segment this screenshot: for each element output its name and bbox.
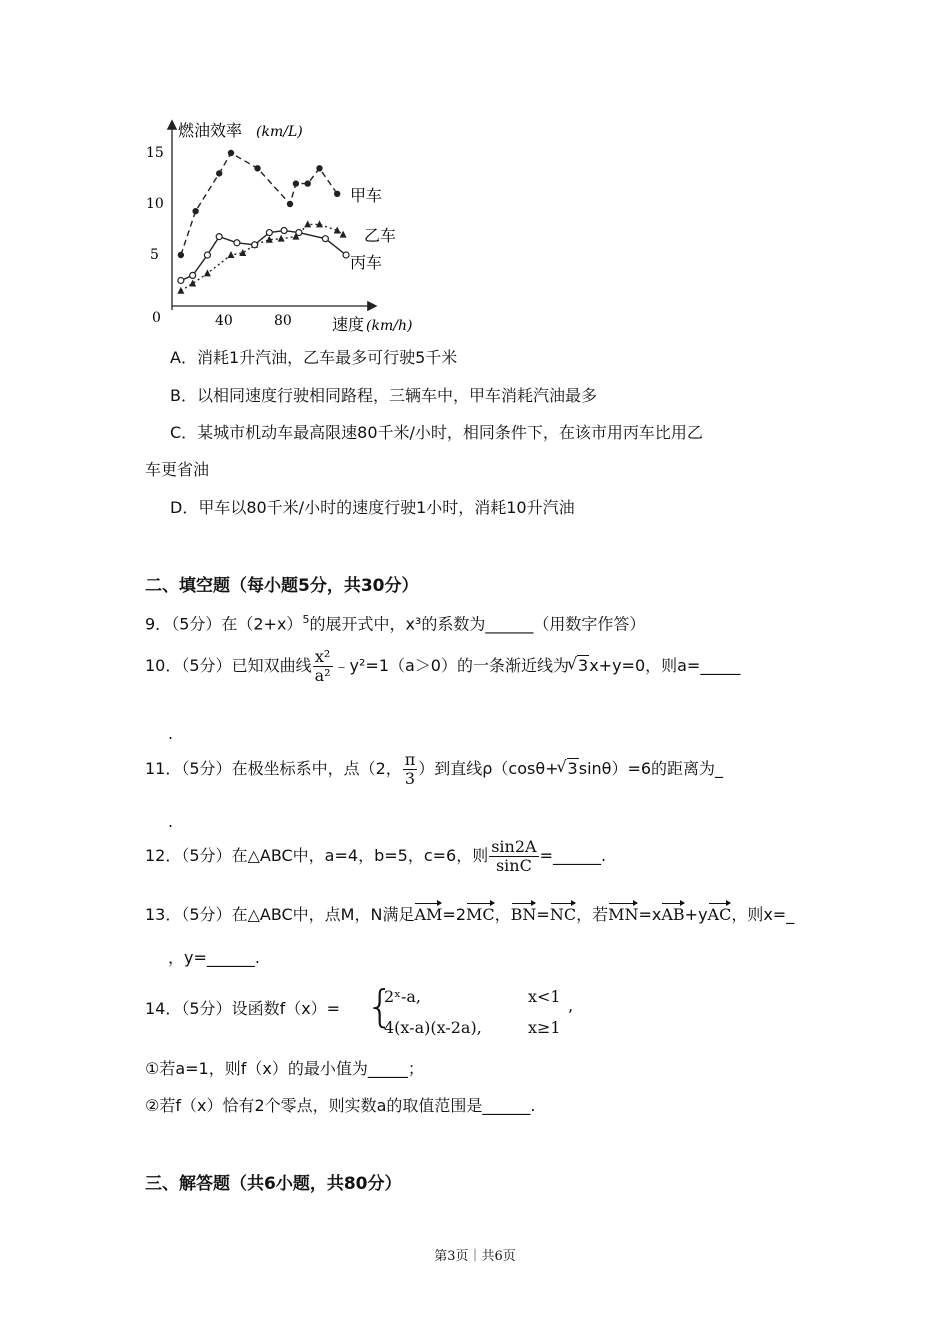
question-14-sub-1: ①若a=1，则f（x）的最小值为_____； — [145, 1059, 424, 1078]
data-point — [322, 236, 328, 242]
question-14-sub-2: ②若f（x）恰有2个零点，则实数a的取值范围是______. — [145, 1096, 536, 1115]
question-13: 13．（5分）在△ABC中，点M，N满足AM=2MC，BN=NC，若MN=xAB+yAC，则x=_ — [145, 902, 794, 925]
y-tick-label: 5 — [150, 247, 159, 263]
vector-BN: BN — [511, 902, 537, 925]
data-point — [278, 235, 285, 242]
vector-AB: AB — [661, 902, 684, 925]
data-point — [281, 228, 287, 234]
data-point — [239, 249, 246, 256]
data-point — [304, 220, 311, 227]
question-score: （5分） — [181, 656, 232, 675]
question-score: （5分） — [181, 999, 232, 1018]
question-12: 12．（5分）在△ABC中，a=4，b=5，c=6，则 $\frac{\sin 2A}{\sin C}$ =______. — [145, 837, 607, 875]
data-point — [178, 252, 183, 257]
question-10: 10．（5分）已知双曲线 $\frac{\text{x²}}{\text{a²}}$ ﹣y²=1（a＞0）的一条渐近线为√ 3x+y=0，则a=_____ — [145, 648, 740, 685]
series-label-yi: 乙车 — [364, 226, 397, 245]
fuel-efficiency-chart — [140, 112, 440, 337]
data-point — [177, 287, 184, 294]
data-point — [255, 166, 260, 171]
x-axis-unit: (km/h) — [366, 318, 413, 334]
data-point — [228, 150, 233, 155]
piecewise-case-1-expr: 2ˣ-a, — [384, 987, 421, 1006]
origin-label: 0 — [152, 310, 161, 326]
data-point — [190, 272, 196, 278]
data-point — [335, 191, 340, 196]
square-root: √ 3 — [577, 655, 589, 676]
question-11-tail: . — [168, 812, 174, 831]
question-11: 11．（5分）在极坐标系中，点（2， $\frac{\pi}{3}$ ）到直线ρ（cosθ+√ 3sinθ）=6的距离为_ — [145, 751, 723, 788]
question-number: 11． — [145, 759, 182, 778]
question-number: 9． — [145, 614, 172, 634]
q8-option-c: C．某城市机动车最高限速80千米/小时，相同条件下，在该市用丙车比用乙 — [170, 423, 703, 442]
data-point — [296, 230, 302, 236]
y-tick-label: 15 — [146, 145, 164, 161]
piecewise-comma: , — [568, 996, 574, 1015]
fraction: $\frac{\text{x²}}{\text{a²}}$ — [314, 647, 331, 685]
question-13-cont: ，y=______. — [168, 948, 260, 967]
section-3-title: 三、解答题（共6小题，共80分） — [145, 1174, 402, 1194]
piecewise-brace: { — [366, 981, 394, 1032]
data-point — [266, 230, 272, 236]
vector-MC: MC — [466, 902, 495, 925]
data-point — [189, 280, 196, 287]
x-tick-label: 40 — [215, 313, 233, 329]
series-label-bing: 丙车 — [350, 253, 383, 272]
question-9: 9．（5分）在$(2+x)^5$的展开式中，x³的系数为______（用数字作答） — [145, 613, 646, 634]
data-point — [252, 242, 258, 248]
data-point — [216, 234, 222, 240]
question-score: （5分） — [181, 759, 232, 778]
data-point — [204, 252, 210, 258]
question-number: 12． — [145, 846, 182, 865]
page-footer: 第3页｜共6页 — [434, 1249, 516, 1264]
question-score: （5分） — [181, 905, 232, 924]
data-point — [228, 251, 235, 258]
data-point — [217, 171, 222, 176]
x-axis-label: 速度 — [332, 315, 365, 334]
piecewise-case-2-expr: 4(x-a)(x-2a), — [384, 1018, 482, 1037]
y-tick-label: 10 — [146, 196, 164, 212]
q8-option-d: D．甲车以80千米/小时的速度行驶1小时，消耗10升汽油 — [170, 498, 575, 517]
data-point — [204, 269, 211, 276]
y-axis-label: 燃油效率 — [178, 121, 243, 140]
data-point — [305, 181, 310, 186]
question-score: （5分） — [171, 614, 222, 634]
data-point — [317, 166, 322, 171]
question-number: 10． — [145, 656, 182, 675]
data-point — [234, 240, 240, 246]
q8-option-c-cont: 车更省油 — [145, 460, 210, 479]
data-point — [178, 278, 184, 284]
vector-AM: AM — [414, 902, 442, 925]
data-point — [293, 181, 298, 186]
vector-MN: MN — [608, 902, 638, 925]
question-number: 14． — [145, 999, 182, 1018]
section-2-title: 二、填空题（每小题5分，共30分） — [145, 576, 419, 596]
question-14: 14．（5分）设函数f（x）= — [145, 999, 341, 1018]
piecewise-case-2-cond: x≥1 — [528, 1018, 561, 1037]
q8-option-b: B．以相同速度行驶相同路程，三辆车中，甲车消耗汽油最多 — [170, 386, 597, 405]
data-point — [287, 201, 292, 206]
data-point — [340, 231, 347, 238]
question-number: 13． — [145, 905, 182, 924]
data-point — [193, 209, 198, 214]
q8-option-a: A．消耗1升汽油，乙车最多可行驶5千米 — [170, 348, 458, 367]
vector-NC: NC — [550, 902, 576, 925]
piecewise-case-1-cond: x<1 — [528, 987, 561, 1006]
fraction: $\frac{\pi}{3}$ — [404, 750, 416, 788]
fraction: $\frac{\sin 2A}{\sin C}$ — [491, 837, 537, 875]
vector-AC: AC — [708, 902, 732, 925]
square-root: √ 3 — [567, 758, 579, 779]
series-label-jia: 甲车 — [350, 186, 383, 205]
y-axis-unit: (km/L) — [256, 124, 303, 140]
x-tick-label: 80 — [274, 313, 292, 329]
question-10-tail: . — [168, 724, 174, 743]
data-point — [343, 252, 349, 258]
question-score: （5分） — [181, 846, 232, 865]
